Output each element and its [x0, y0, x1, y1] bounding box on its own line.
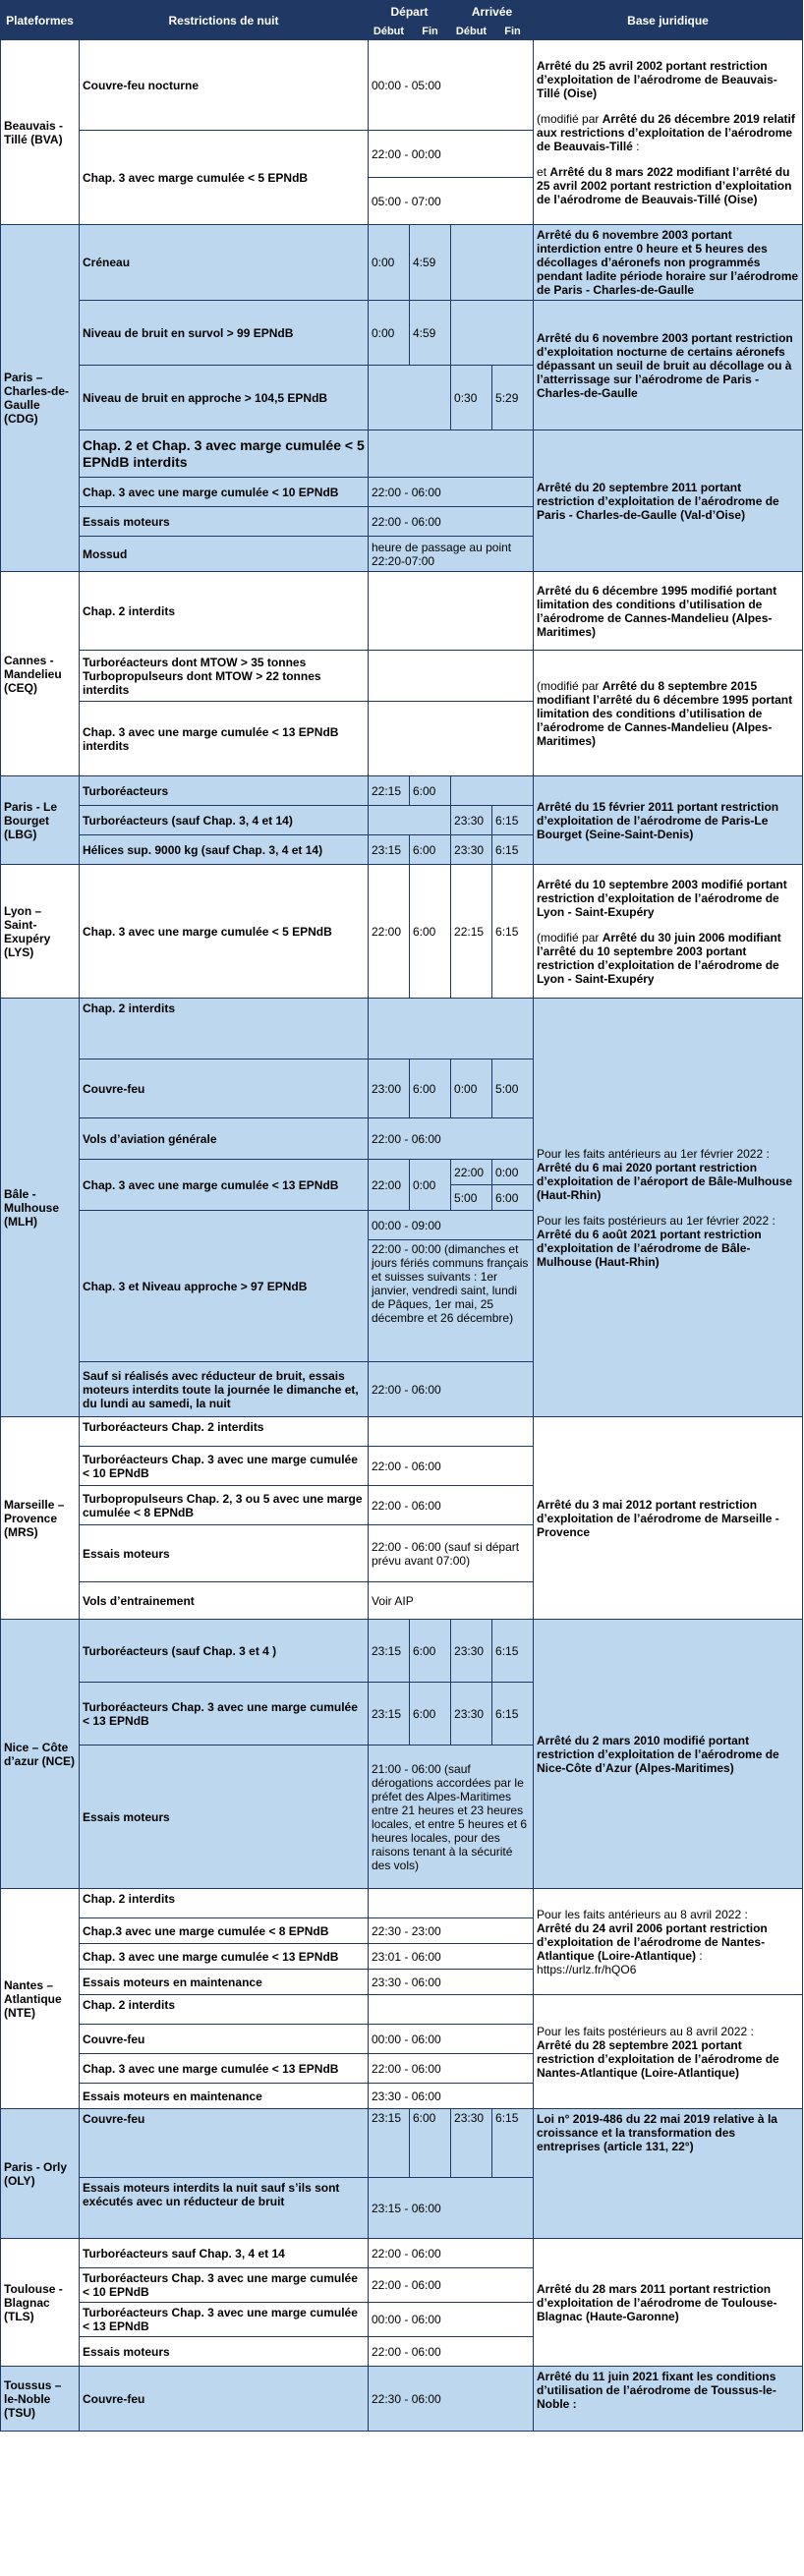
- restriction: Turboréacteurs Chap. 3 avec une marge cumulée < 10 EPNdB: [80, 1447, 369, 1486]
- restriction: Turboréacteurs (sauf Chap. 3 et 4 ): [80, 1620, 369, 1683]
- table-row: [1, 1417, 803, 1447]
- col-restrictions: Restrictions de nuit: [80, 1, 369, 40]
- restriction: Turboréacteurs: [80, 776, 369, 806]
- schedule: 22:00 - 06:00: [369, 2239, 534, 2268]
- airport-name: Toussus – le-Noble (TSU): [1, 2367, 80, 2432]
- airport-name: Marseille – Provence (MRS): [1, 1417, 80, 1620]
- depart-empty: [369, 366, 451, 430]
- restriction: Niveau de bruit en approche > 104,5 EPNdB: [80, 366, 369, 430]
- restriction: Chap. 3 avec une marge cumulée < 13 EPNdB: [80, 1160, 369, 1211]
- restriction: Turboréacteurs Chap. 3 avec une marge cumulée < 13 EPNdB: [80, 2303, 369, 2337]
- table-row: [1, 776, 803, 806]
- table-row: [1, 1620, 803, 1683]
- restriction: Turbopropulseurs Chap. 2, 3 ou 5 avec une marge cumulée < 8 EPNdB: [80, 1486, 369, 1525]
- col-arrivee: Arrivée: [451, 1, 534, 24]
- airport-name: Beauvais - Tillé (BVA): [1, 40, 80, 225]
- arrivee-fin: 6:00: [492, 1185, 534, 1211]
- restriction: Turboréacteurs (sauf Chap. 3, 4 et 14): [80, 806, 369, 835]
- depart-debut: 23:15: [369, 1620, 410, 1683]
- restriction: Couvre-feu: [80, 2109, 369, 2178]
- schedule: 22:00 - 00:00: [369, 131, 534, 178]
- airport-name: Paris – Charles-de-Gaulle (CDG): [1, 225, 80, 572]
- schedule: 23:15 - 06:00: [369, 2178, 534, 2239]
- arrivee-debut: 5:00: [451, 1185, 492, 1211]
- schedule-empty: [369, 999, 534, 1059]
- schedule: 22:30 - 06:00: [369, 2367, 534, 2432]
- restriction: Turboréacteurs Chap. 3 avec une marge cumulée < 10 EPNdB: [80, 2268, 369, 2303]
- restriction: Chap. 3 et Niveau approche > 97 EPNdB: [80, 1211, 369, 1362]
- arrivee-fin: 6:15: [492, 806, 534, 835]
- restriction: Essais moteurs: [80, 1746, 369, 1889]
- col-plateformes: Plateformes: [1, 1, 80, 40]
- arrivee-fin: 6:15: [492, 2109, 534, 2178]
- schedule: 22:00 - 06:00: [369, 2054, 534, 2084]
- restriction: Essais moteurs: [80, 507, 369, 537]
- arrivee-fin: 6:15: [492, 1683, 534, 1746]
- airport-name: Nice – Côte d’azur (NCE): [1, 1620, 80, 1889]
- arrivee-fin: 6:15: [492, 865, 534, 999]
- schedule: 00:00 - 06:00: [369, 2025, 534, 2054]
- restriction: Couvre-feu: [80, 2025, 369, 2054]
- schedule: 00:00 - 05:00: [369, 40, 534, 131]
- legal-basis: Arrêté du 6 décembre 1995 modifié portant limitation des conditions d’utilisation de l’aérodrome de Cannes-Mandelieu (Alpes-Maritimes): [534, 572, 803, 651]
- arrivee-debut: 0:00: [451, 1059, 492, 1118]
- airport-name: Lyon – Saint-Exupéry (LYS): [1, 865, 80, 999]
- arrivee-debut: 23:30: [451, 835, 492, 865]
- depart-fin: 6:00: [410, 2109, 451, 2178]
- schedule: 23:30 - 06:00: [369, 1970, 534, 1995]
- table-row: [1, 999, 803, 1059]
- legal-basis: Arrêté du 6 novembre 2003 portant interdiction entre 0 heure et 5 heures des décollages d’aéronefs non programmés pendant ladite période horaire sur l’aérodrome de Paris - Charles-de-Gaulle: [534, 225, 803, 301]
- restriction: Mossud: [80, 537, 369, 572]
- restriction: Turboréacteurs sauf Chap. 3, 4 et 14: [80, 2239, 369, 2268]
- restriction: Turboréacteurs Chap. 2 interdits: [80, 1417, 369, 1447]
- restriction: Chap. 3 avec marge cumulée < 5 EPNdB: [80, 131, 369, 225]
- depart-fin: 6:00: [410, 865, 451, 999]
- table-row: [1, 651, 803, 702]
- restriction: Chap. 3 avec une marge cumulée < 10 EPNdB: [80, 478, 369, 507]
- schedule-empty: [369, 702, 534, 776]
- airport-name: Nantes – Atlantique (NTE): [1, 1889, 80, 2109]
- restriction: Chap. 2 interdits: [80, 572, 369, 651]
- legal-basis: Arrêté du 15 février 2011 portant restriction d’exploitation de l’aérodrome de Paris-Le Bourget (Seine-Saint-Denis): [534, 776, 803, 865]
- legal-basis: Pour les faits postérieurs au 8 avril 2022 : Arrêté du 28 septembre 2021 portant restriction d’exploitation de l’aérodrome de Nantes-Atlantique (Loire-Atlantique): [534, 1995, 803, 2109]
- legal-basis: Arrêté du 2 mars 2010 modifié portant restriction d’exploitation de l’aérodrome de Nice-Côte d’Azur (Alpes-Maritimes): [534, 1620, 803, 1889]
- col-arrivee-debut: Début: [451, 24, 492, 40]
- schedule: 00:00 - 06:00: [369, 2303, 534, 2337]
- depart-debut: 23:15: [369, 1683, 410, 1746]
- table-row: [1, 225, 803, 301]
- depart-debut: 22:00: [369, 865, 410, 999]
- table-row: [1, 1889, 803, 1918]
- schedule: 22:30 - 23:00: [369, 1918, 534, 1944]
- schedule: 22:00 - 06:00: [369, 2337, 534, 2367]
- schedule: 22:00 - 06:00 (sauf si départ prévu avant 07:00): [369, 1525, 534, 1582]
- schedule: 23:01 - 06:00: [369, 1944, 534, 1970]
- depart-fin: 4:59: [410, 225, 451, 301]
- restriction: Chap. 3 avec une marge cumulée < 13 EPNdB: [80, 1944, 369, 1970]
- restriction: Sauf si réalisés avec réducteur de bruit, essais moteurs interdits toute la journée le dimanche et, du lundi au samedi, la nuit: [80, 1362, 369, 1417]
- depart-fin: 6:00: [410, 1620, 451, 1683]
- legal-basis: (modifié par Arrêté du 8 septembre 2015 modifiant l’arrêté du 6 décembre 1995 portant limitation des conditions d’utilisation de l’aérodrome de Cannes-Mandelieu (Alpes-Maritimes): [534, 651, 803, 776]
- depart-debut: 23:15: [369, 2109, 410, 2178]
- legal-basis: Arrêté du 25 avril 2002 portant restriction d’exploitation de l’aérodrome de Beauvais-Tillé (Oise) (modifié par Arrêté du 26 décembre 2019 relatif aux restrictions d’exploitation de l’aérodrome de Beauvais-Tillé : et Arrêté du 8 mars 2022 modifiant l’arrêté du 25 avril 2002 portant restriction d’exploitation de l’aérodrome de Beauvais-Tillé (Oise): [534, 40, 803, 225]
- restriction: Turboréacteurs dont MTOW > 35 tonnes Turbopropulseurs dont MTOW > 22 tonnes interdits: [80, 651, 369, 702]
- schedule-empty: [369, 572, 534, 651]
- restriction: Chap. 2 interdits: [80, 1889, 369, 1918]
- schedule: 05:00 - 07:00: [369, 178, 534, 225]
- restriction: Turboréacteurs Chap. 3 avec une marge cumulée < 13 EPNdB: [80, 1683, 369, 1746]
- legal-basis: Pour les faits antérieurs au 1er février 2022 : Arrêté du 6 mai 2020 portant restriction d’exploitation de l’aéroport de Bâle-Mulhouse (Haut-Rhin) Pour les faits postérieurs au 1er février 2022 : Arrêté du 6 août 2021 portant restriction d’exploitation de l’aérodrome de Bâle-Mulhouse (Haut-Rhin): [534, 999, 803, 1417]
- restriction: Chap. 2 et Chap. 3 avec marge cumulée < 5 EPNdB interdits: [80, 430, 369, 478]
- arrivee-fin: 5:00: [492, 1059, 534, 1118]
- arrivee-debut: 23:30: [451, 1620, 492, 1683]
- schedule: 22:00 - 06:00: [369, 507, 534, 537]
- legal-basis: Arrêté du 10 septembre 2003 modifié portant restriction d’exploitation de l’aérodrome de Lyon - Saint-Exupéry (modifié par Arrêté du 30 juin 2006 modifiant l’arrêté du 10 septembre 2003 portant restriction d’exploitation de l’aérodrome de Lyon - Saint-Exupéry: [534, 865, 803, 999]
- schedule: Voir AIP: [369, 1582, 534, 1620]
- restriction: Couvre-feu: [80, 1059, 369, 1118]
- restriction: Chap. 2 interdits: [80, 999, 369, 1059]
- legal-basis: Arrêté du 6 novembre 2003 portant restriction d’exploitation nocturne de certains aéronefs dépassant un seuil de bruit au décollage ou à l’atterrissage sur l’aérodrome de Paris - Charles-de-Gaulle: [534, 301, 803, 430]
- table-row: [1, 2367, 803, 2432]
- legal-basis: Pour les faits antérieurs au 8 avril 2022 : Arrêté du 24 avril 2006 portant restriction d’exploitation de l’aérodrome de Nantes-Atlantique (Loire-Atlantique) : https://urlz.fr/hQO6: [534, 1889, 803, 1995]
- table-row: [1, 865, 803, 999]
- arrivee-debut: 23:30: [451, 2109, 492, 2178]
- arrivee-debut: 23:30: [451, 806, 492, 835]
- restriction: Essais moteurs: [80, 1525, 369, 1582]
- legal-basis: Arrêté du 28 mars 2011 portant restriction d’exploitation de l’aérodrome de Toulouse-Blagnac (Haute-Garonne): [534, 2239, 803, 2367]
- schedule-empty: [369, 1889, 534, 1918]
- schedule: 22:00 - 06:00: [369, 1447, 534, 1486]
- schedule-empty: [369, 1995, 534, 2025]
- schedule: heure de passage au point 22:20-07:00: [369, 537, 534, 572]
- restriction: Créneau: [80, 225, 369, 301]
- restriction: Hélices sup. 9000 kg (sauf Chap. 3, 4 et 14): [80, 835, 369, 865]
- table-row: [1, 40, 803, 131]
- airport-name: Paris - Orly (OLY): [1, 2109, 80, 2239]
- table-row: [1, 572, 803, 651]
- depart-fin: 6:00: [410, 1683, 451, 1746]
- schedule: 22:00 - 06:00: [369, 478, 534, 507]
- arrivee-debut: 22:15: [451, 865, 492, 999]
- restriction: Essais moteurs en maintenance: [80, 2084, 369, 2109]
- depart-debut: 0:00: [369, 301, 410, 366]
- restriction: Essais moteurs interdits la nuit sauf s’ils sont exécutés avec un réducteur de bruit: [80, 2178, 369, 2239]
- schedule-empty: [369, 1417, 534, 1447]
- airport-name: Paris - Le Bourget (LBG): [1, 776, 80, 865]
- restriction: Essais moteurs en maintenance: [80, 1970, 369, 1995]
- table-row: [1, 301, 803, 366]
- arrivee-fin: 6:15: [492, 1620, 534, 1683]
- legal-basis: Arrêté du 11 juin 2021 fixant les conditions d’utilisation de l’aérodrome de Toussus-le-Noble :: [534, 2367, 803, 2432]
- depart-fin: 6:00: [410, 776, 451, 806]
- depart-fin: 6:00: [410, 1059, 451, 1118]
- restriction: Niveau de bruit en survol > 99 EPNdB: [80, 301, 369, 366]
- restriction: Chap. 2 interdits: [80, 1995, 369, 2025]
- arrivee-debut: 0:30: [451, 366, 492, 430]
- restriction: Chap. 3 avec une marge cumulée < 5 EPNdB: [80, 865, 369, 999]
- schedule: 22:00 - 00:00 (dimanches et jours fériés communs français et suisses suivants : 1er janvier, vendredi saint, lundi de Pâques, 1er mai, 25 décembre et 26 décembre): [369, 1240, 534, 1362]
- arrivee-empty: [451, 301, 534, 366]
- schedule: 22:00 - 06:00: [369, 1486, 534, 1525]
- col-depart: Départ: [369, 1, 451, 24]
- depart-debut: 23:00: [369, 1059, 410, 1118]
- schedule: 23:30 - 06:00: [369, 2084, 534, 2109]
- depart-fin: 4:59: [410, 301, 451, 366]
- restriction: Vols d’entrainement: [80, 1582, 369, 1620]
- legal-basis: Arrêté du 20 septembre 2011 portant restriction d’exploitation de l’aérodrome de Paris - Charles-de-Gaulle (Val-d’Oise): [534, 430, 803, 572]
- col-depart-debut: Début: [369, 24, 410, 40]
- restriction: Couvre-feu: [80, 2367, 369, 2432]
- schedule-empty: [369, 430, 534, 478]
- legal-basis: Arrêté du 3 mai 2012 portant restriction d’exploitation de l’aérodrome de Marseille - Provence: [534, 1417, 803, 1620]
- depart-debut: 22:00: [369, 1160, 410, 1211]
- airport-name: Toulouse - Blagnac (TLS): [1, 2239, 80, 2367]
- depart-debut: 23:15: [369, 835, 410, 865]
- schedule-empty: [369, 651, 534, 702]
- schedule: 22:00 - 06:00: [369, 1118, 534, 1160]
- schedule: 22:00 - 06:00: [369, 2268, 534, 2303]
- arrivee-debut: 22:00: [451, 1160, 492, 1185]
- arrivee-debut: 23:30: [451, 1683, 492, 1746]
- schedule: 21:00 - 06:00 (sauf dérogations accordées par le préfet des Alpes-Maritimes entre 21 heures et 23 heures locales, et entre 5 heures et 6 heures locales, pour des raisons tenant à la sécurité des vols): [369, 1746, 534, 1889]
- depart-empty: [369, 806, 451, 835]
- col-base-juridique: Base juridique: [534, 1, 803, 40]
- arrivee-empty: [451, 776, 534, 806]
- depart-debut: 22:15: [369, 776, 410, 806]
- restriction: Couvre-feu nocturne: [80, 40, 369, 131]
- depart-fin: 6:00: [410, 835, 451, 865]
- arrivee-fin: 6:15: [492, 835, 534, 865]
- restriction: Chap. 3 avec une marge cumulée < 13 EPNdB interdits: [80, 702, 369, 776]
- table-row: [1, 2109, 803, 2178]
- arrivee-fin: 5:29: [492, 366, 534, 430]
- arrivee-fin: 0:00: [492, 1160, 534, 1185]
- table-row: [1, 1995, 803, 2025]
- airport-name: Cannes - Mandelieu (CEQ): [1, 572, 80, 776]
- col-arrivee-fin: Fin: [492, 24, 534, 40]
- restriction: Chap.3 avec une marge cumulée < 8 EPNdB: [80, 1918, 369, 1944]
- legal-basis: Loi n° 2019-486 du 22 mai 2019 relative à la croissance et la transformation des entreprises (article 131, 22°): [534, 2109, 803, 2239]
- table-row: [1, 430, 803, 478]
- restriction: Chap. 3 avec une marge cumulée < 13 EPNdB: [80, 2054, 369, 2084]
- airport-name: Bâle - Mulhouse (MLH): [1, 999, 80, 1417]
- table-row: [1, 2239, 803, 2268]
- restriction: Essais moteurs: [80, 2337, 369, 2367]
- arrivee-empty: [451, 225, 534, 301]
- restriction: Vols d’aviation générale: [80, 1118, 369, 1160]
- depart-debut: 0:00: [369, 225, 410, 301]
- depart-fin: 0:00: [410, 1160, 451, 1211]
- schedule: 22:00 - 06:00: [369, 1362, 534, 1417]
- schedule: 00:00 - 09:00: [369, 1211, 534, 1240]
- col-depart-fin: Fin: [410, 24, 451, 40]
